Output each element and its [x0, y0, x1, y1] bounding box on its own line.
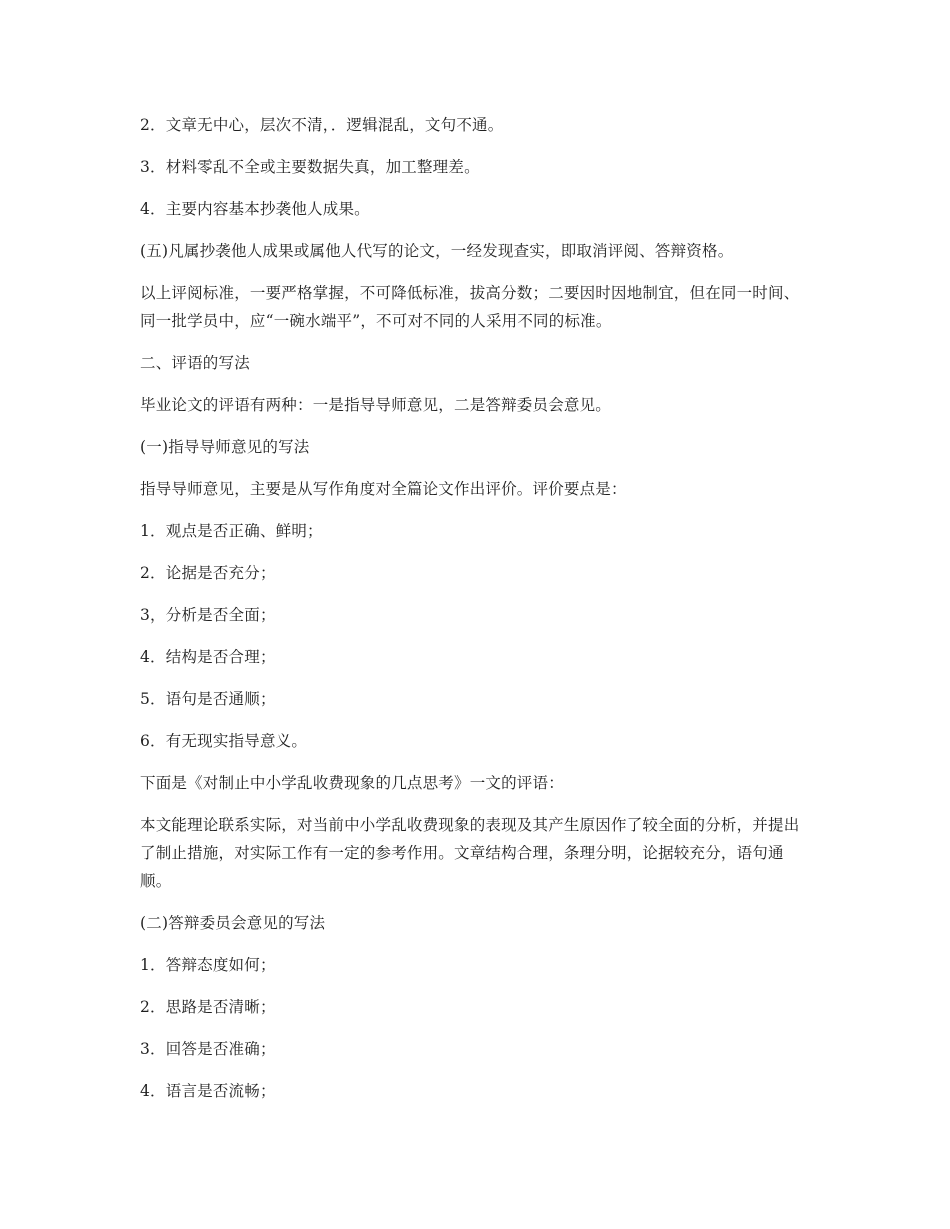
paragraph: 毕业论文的评语有两种：一是指导导师意见，二是答辩委员会意见。: [140, 396, 612, 414]
list-item: 3．回答是否准确；: [140, 1040, 276, 1058]
list-item: 4．语言是否流畅；: [140, 1082, 276, 1100]
list-item: 6．有无现实指导意义。: [140, 732, 308, 750]
list-item: 2．思路是否清晰；: [140, 998, 276, 1016]
list-item: 5．语句是否通顺；: [140, 690, 276, 708]
paragraph: 指导导师意见，主要是从写作角度对全篇论文作出评价。评价要点是：: [140, 480, 627, 498]
paragraph: 以上评阅标准，一要严格掌握，不可降低标准，拔高分数；二要因时因地制宜，但在同一时间、同一批学员中，应“一碗水端平”，不可对不同的人采用不同的标准。: [140, 284, 800, 330]
document-body: [140, 111, 810, 1105]
subsection-heading: (一)指导导师意见的写法: [140, 438, 310, 456]
list-item: 2．论据是否充分；: [140, 564, 276, 582]
list-item: 4．结构是否合理；: [140, 648, 276, 666]
list-item: 4．主要内容基本抄袭他人成果。: [140, 200, 370, 218]
section-heading: 二、评语的写法: [140, 354, 250, 372]
paragraph: 下面是《对制止中小学乱收费现象的几点思考》一文的评语：: [140, 774, 564, 792]
list-item: 3，分析是否全面；: [140, 606, 276, 624]
paragraph: 本文能理论联系实际，对当前中小学乱收费现象的表现及其产生原因作了较全面的分析，并提出了制止措施，对实际工作有一定的参考作用。文章结构合理，条理分明，论据较充分，语句通顺。: [140, 816, 800, 890]
list-item: 1．观点是否正确、鲜明；: [140, 522, 323, 540]
list-item: 2．文章无中心，层次不清，．逻辑混乱，文句不通。: [140, 116, 504, 134]
list-item: 1．答辩态度如何；: [140, 956, 276, 974]
list-item: 3．材料零乱不全或主要数据失真，加工整理差。: [140, 158, 480, 176]
paragraph: (五)凡属抄袭他人成果或属他人代写的论文，一经发现查实，即取消评阅、答辩资格。: [140, 242, 734, 260]
subsection-heading: (二)答辩委员会意见的写法: [140, 914, 326, 932]
